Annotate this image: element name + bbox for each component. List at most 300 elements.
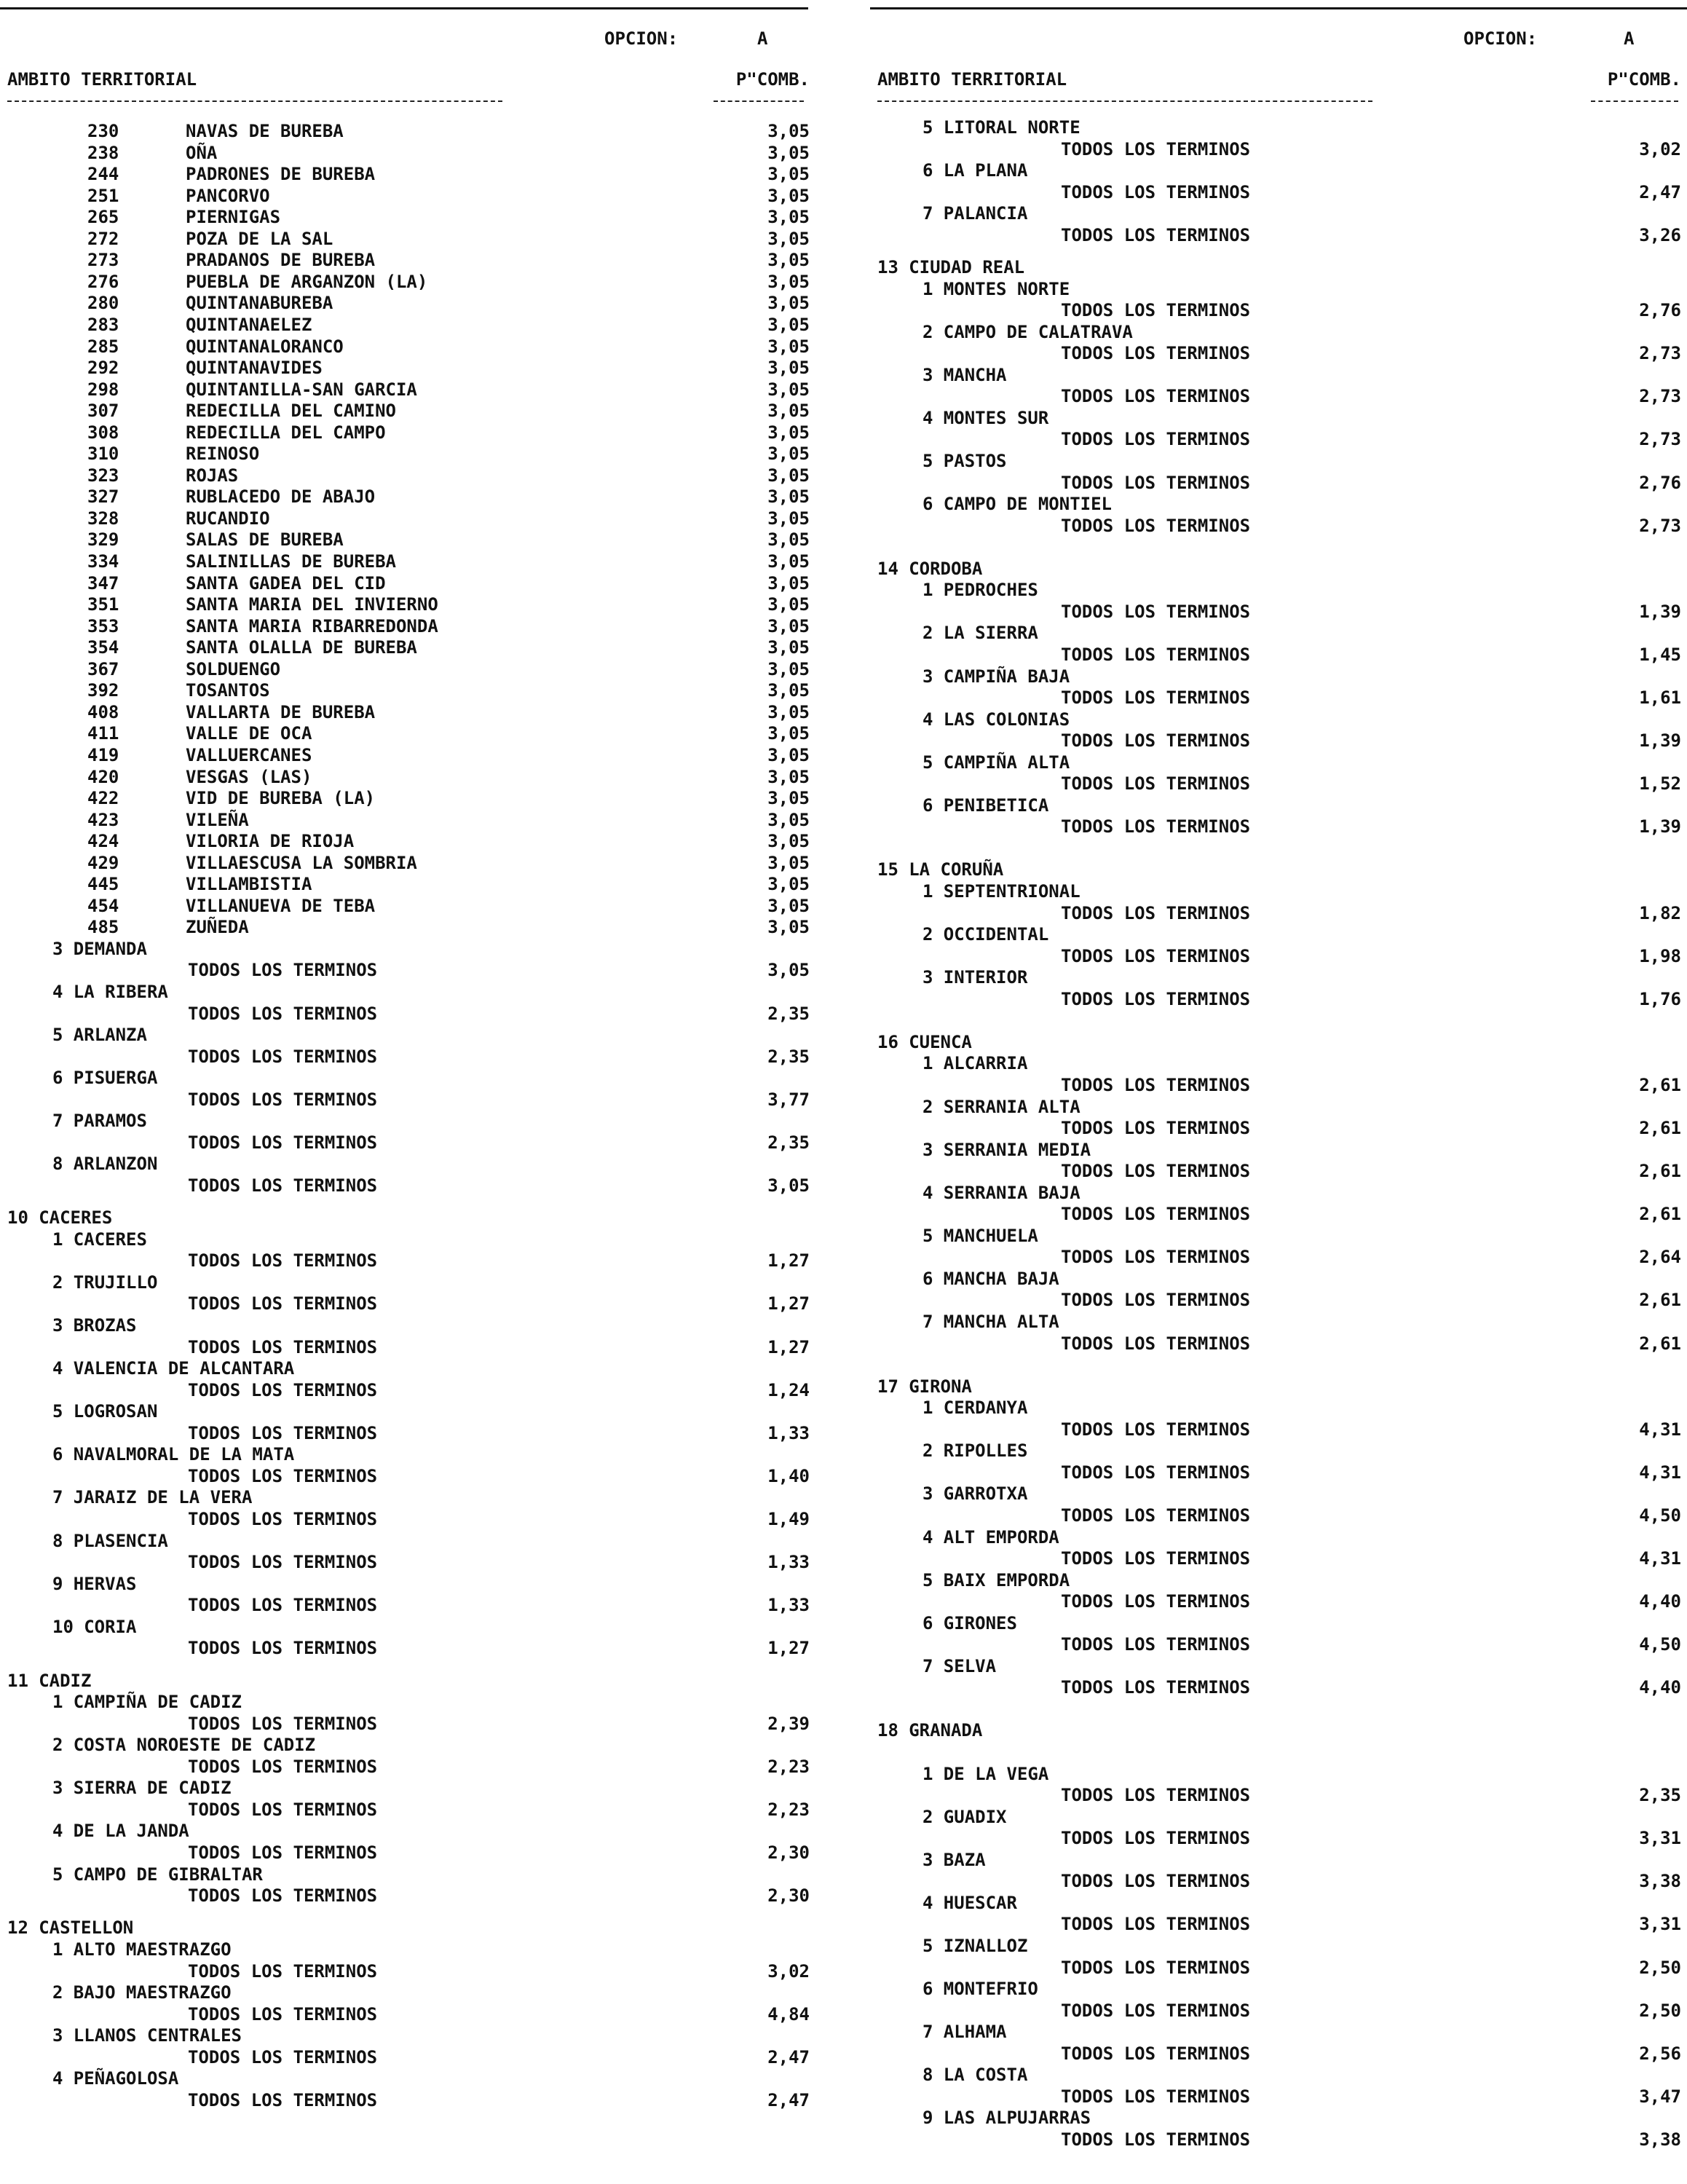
row-name: PANCORVO [186,185,270,206]
row-name: ARLANZON [73,1154,158,1175]
row-code: 6 [922,1979,933,2000]
row-value: 3,31 [1639,1914,1681,1935]
row-name: SALAS DE BUREBA [186,529,344,551]
row-name: SIERRA DE CADIZ [73,1778,232,1799]
row-name: MANCHA BAJA [943,1268,1059,1289]
row-code: 1 [922,881,933,902]
row-value: 2,47 [1639,181,1681,202]
row-name: QUINTANALORANCO [186,336,344,357]
row-name: VILLANUEVA DE TEBA [186,895,376,916]
row-code: 292 [87,358,119,379]
table-row [0,142,815,164]
table-row [0,658,815,680]
row-name: TODOS LOS TERMINOS [1061,2000,1251,2021]
row-value: 2,61 [1639,1161,1681,1182]
row-name: GARROTXA [943,1483,1028,1505]
table-row [870,1548,1687,1569]
row-name: TODOS LOS TERMINOS [1061,386,1251,407]
row-code: 4 [52,982,63,1002]
row-name: ALTO MAESTRAZGO [73,1939,232,1960]
table-row [870,2086,1687,2108]
table-row [870,1935,1687,1957]
row-value: 3,05 [767,314,810,335]
row-name: TODOS LOS TERMINOS [188,1250,378,1272]
row-code: 419 [87,744,119,765]
table-row [0,508,815,529]
row-name: TODOS LOS TERMINOS [1061,1118,1251,1139]
table-row [870,224,1687,246]
row-value: 2,50 [1639,1957,1681,1978]
table-row [0,1982,815,2003]
row-code: 8 [922,2065,933,2086]
row-value: 2,23 [767,1799,810,1820]
table-row [0,594,815,615]
table-row [0,1357,815,1379]
row-value: 3,05 [767,680,810,701]
table-row [0,2003,815,2025]
table-row [0,1939,815,1960]
row-value: 3,05 [767,1175,810,1196]
row-code: 6 [922,795,933,816]
table-row [0,443,815,465]
table-row [870,945,1687,967]
row-code: 3 [922,1849,933,1870]
row-value: 3,05 [767,250,810,271]
row-name: TODOS LOS TERMINOS [1061,816,1251,837]
row-value: 3,05 [767,831,810,852]
row-name: TODOS LOS TERMINOS [1061,1505,1251,1526]
table-row [870,1419,1687,1440]
row-name: TODOS LOS TERMINOS [1061,1957,1251,1978]
table-row [0,1573,815,1595]
row-code: 424 [87,831,119,852]
row-value: 2,30 [767,1885,810,1907]
table-row [870,428,1687,450]
row-name: TODOS LOS TERMINOS [1061,1161,1251,1182]
table-row [0,1336,815,1358]
row-value: 3,38 [1639,1871,1681,1892]
row-value: 3,05 [767,723,810,744]
row-value: 2,47 [767,2046,810,2067]
row-value: 2,30 [767,1842,810,1863]
row-name: SOLDUENGO [186,658,281,679]
row-code: 347 [87,572,119,594]
table-row [0,228,815,250]
row-code: 3 [52,1778,63,1799]
row-value: 3,05 [767,121,810,141]
row-name: VILLAMBISTIA [186,874,312,895]
table-row [0,1756,815,1778]
row-name: TODOS LOS TERMINOS [1061,1247,1251,1268]
row-value: 3,05 [767,594,810,615]
table-row [0,1110,815,1132]
table-row [870,1590,1687,1612]
header-underline [7,100,502,102]
table-row [0,185,815,207]
table-row [0,1272,815,1293]
row-code: 8 [52,1530,63,1551]
row-name: BROZAS [73,1315,137,1336]
row-code: 2 [922,924,933,945]
table-row [870,730,1687,752]
row-name: QUINTANABUREBA [186,293,333,314]
row-code: 3 [52,1315,63,1336]
row-name: TODOS LOS TERMINOS [1061,1634,1251,1655]
table-row [870,450,1687,472]
row-code: 3 [922,967,933,988]
table-row [870,816,1687,837]
row-code: 329 [87,529,119,551]
row-name: PENIBETICA [943,795,1049,816]
row-value: 3,05 [767,529,810,551]
table-row [870,644,1687,666]
table-row [0,1637,815,1659]
table-row [870,1483,1687,1505]
table-row [0,722,815,744]
table-row [0,1067,815,1089]
row-name: TODOS LOS TERMINOS [188,1046,378,1067]
row-name: RIPOLLES [943,1440,1028,1462]
row-name: PRADANOS DE BUREBA [186,250,376,271]
row-name: LOGROSAN [73,1401,158,1422]
row-value: 1,33 [767,1422,810,1443]
row-name: SALINILLAS DE BUREBA [186,551,396,572]
table-row [870,988,1687,1010]
table-row [870,1074,1687,1096]
row-code: 3 [922,364,933,385]
row-name: TODOS LOS TERMINOS [1061,2086,1251,2107]
row-code: 4 [922,1526,933,1548]
row-code: 323 [87,465,119,486]
table-row [870,117,1687,138]
table-row [0,551,815,572]
row-name: BAJO MAESTRAZGO [73,1982,232,2003]
row-name: TODOS LOS TERMINOS [1061,1914,1251,1935]
table-row [0,1734,815,1756]
row-name: TODOS LOS TERMINOS [188,1960,378,1982]
table-row [870,493,1687,515]
option-value: A [757,28,768,49]
row-value: 1,39 [1639,601,1681,622]
table-row [870,2129,1687,2151]
row-value: 3,05 [767,874,810,895]
row-name: SELVA [943,1655,997,1676]
table-row [0,1917,815,1939]
table-row [870,1569,1687,1591]
table-row [870,1440,1687,1462]
row-name: TODOS LOS TERMINOS [1061,902,1251,923]
row-name: ALT EMPORDA [943,1526,1059,1548]
row-name: TOSANTOS [186,680,270,701]
row-value: 3,05 [767,271,810,292]
table-row [870,558,1687,580]
row-name: REDECILLA DEL CAMINO [186,401,396,422]
table-row [870,1827,1687,1849]
row-code: 5 [922,1935,933,1956]
row-name: TODOS LOS TERMINOS [188,1595,378,1616]
row-name: GIRONES [943,1612,1017,1633]
row-value: 1,76 [1639,988,1681,1009]
table-row [0,1046,815,1068]
row-code: 16 [877,1031,898,1052]
row-value: 3,05 [767,572,810,594]
row-value: 2,35 [767,1132,810,1153]
row-code: 2 [922,1096,933,1117]
table-row [0,1465,815,1487]
row-value: 2,35 [1639,1785,1681,1806]
row-name: SEPTENTRIONAL [943,881,1080,902]
row-value: 2,61 [1639,1074,1681,1095]
row-name: IZNALLOZ [943,1935,1028,1956]
row-name: TODOS LOS TERMINOS [188,1175,378,1196]
row-name: NAVAS DE BUREBA [186,121,344,141]
option-label: OPCION: [1463,28,1538,49]
row-value: 3,05 [767,658,810,679]
table-row [0,357,815,379]
row-code: 5 [922,752,933,773]
row-name: TODOS LOS TERMINOS [1061,1785,1251,1806]
row-code: 4 [52,1358,63,1379]
row-value: 3,05 [767,895,810,916]
row-value: 3,05 [767,766,810,787]
row-name: TODOS LOS TERMINOS [1061,1290,1251,1311]
row-name: SERRANIA BAJA [943,1182,1080,1203]
table-row [0,852,815,874]
row-name: QUINTANAELEZ [186,314,312,335]
row-code: 10 [52,1616,74,1637]
row-name: DE LA VEGA [943,1763,1049,1784]
row-name: TODOS LOS TERMINOS [188,1132,378,1153]
row-name: LA COSTA [943,2065,1028,2086]
row-code: 272 [87,228,119,249]
row-code: 307 [87,401,119,422]
row-code: 3 [922,1139,933,1160]
row-code: 420 [87,766,119,787]
row-name: LA CORUÑA [909,859,1004,880]
row-name: TODOS LOS TERMINOS [1061,343,1251,364]
row-value: 3,05 [767,788,810,809]
row-code: 1 [922,1053,933,1074]
table-row [0,292,815,314]
row-name: TODOS LOS TERMINOS [188,1713,378,1734]
row-name: TODOS LOS TERMINOS [188,1379,378,1400]
row-value: 1,39 [1639,730,1681,752]
row-value: 3,05 [767,744,810,765]
row-value: 1,27 [767,1638,810,1659]
row-name: TODOS LOS TERMINOS [188,1885,378,1907]
table-row [870,1376,1687,1397]
table-row [870,1913,1687,1935]
row-code: 10 [7,1207,28,1229]
table-row [870,1870,1687,1892]
table-row [870,1462,1687,1483]
column-header [870,68,1687,90]
row-code: 8 [52,1154,63,1175]
row-name: TODOS LOS TERMINOS [1061,773,1251,795]
table-row [870,1612,1687,1634]
row-code: 276 [87,271,119,292]
table-row [870,1784,1687,1806]
row-value: 3,26 [1639,224,1681,245]
table-row [0,1842,815,1864]
row-code: 238 [87,142,119,163]
row-name: CASTELLON [39,1917,134,1939]
row-value: 3,05 [767,852,810,873]
row-code: 251 [87,185,119,206]
table-row [0,1153,815,1175]
row-value: 2,76 [1639,300,1681,321]
row-name: DE LA JANDA [73,1821,189,1842]
table-row [870,342,1687,364]
row-value: 4,84 [767,2003,810,2025]
table-row [0,379,815,401]
header-pcomb: P"COMB. [735,69,810,90]
row-name: VALENCIA DE ALCANTARA [73,1358,295,1379]
table-row [0,249,815,271]
table-row [870,181,1687,203]
row-name: CAMPIÑA DE CADIZ [73,1692,242,1713]
row-value: 3,05 [767,358,810,379]
row-name: REDECILLA DEL CAMPO [186,422,386,443]
row-value: 3,05 [767,465,810,486]
row-name: TODOS LOS TERMINOS [1061,730,1251,752]
table-row [0,163,815,185]
row-value: 1,27 [767,1336,810,1357]
table-row [870,1978,1687,2000]
table-row [870,1655,1687,1677]
row-code: 3 [52,938,63,959]
row-value: 1,27 [767,1250,810,1272]
table-row [870,202,1687,224]
row-code: 230 [87,121,119,141]
table-row [0,981,815,1003]
row-name: TRUJILLO [73,1272,158,1293]
row-name: BAIX EMPORDA [943,1569,1070,1590]
left-page-column [0,0,815,2184]
row-name: SERRANIA MEDIA [943,1139,1091,1160]
table-row [870,1182,1687,1204]
row-code: 4 [922,1182,933,1203]
row-name: TODOS LOS TERMINOS [188,960,378,981]
table-row [0,1024,815,1046]
row-value: 3,05 [767,701,810,722]
row-name: LA SIERRA [943,623,1038,644]
row-code: 7 [52,1487,63,1508]
row-code: 4 [922,709,933,730]
row-value: 3,05 [767,486,810,508]
table-row [870,2107,1687,2129]
table-row [0,1422,815,1444]
table-row [870,159,1687,181]
table-row [0,2046,815,2068]
table-row [870,622,1687,644]
row-code: 5 [922,1225,933,1246]
row-name: MANCHA [943,364,1007,385]
row-value: 2,35 [767,1046,810,1067]
table-row [870,1225,1687,1247]
table-row [0,529,815,551]
row-code: 3 [922,1483,933,1505]
row-value: 3,47 [1639,2086,1681,2107]
row-name: PIERNIGAS [186,207,281,228]
row-name: TODOS LOS TERMINOS [1061,1204,1251,1225]
row-name: TODOS LOS TERMINOS [188,2089,378,2110]
row-name: TODOS LOS TERMINOS [188,1422,378,1443]
table-row [0,120,815,142]
row-value: 3,31 [1639,1828,1681,1849]
row-value: 1,52 [1639,773,1681,795]
row-name: ROJAS [186,465,239,486]
row-code: 5 [52,1025,63,1046]
row-code: 423 [87,809,119,830]
row-code: 328 [87,508,119,529]
row-value: 1,33 [767,1552,810,1573]
row-code: 15 [877,859,898,880]
table-row [0,2025,815,2046]
row-code: 6 [922,160,933,181]
table-row [870,1246,1687,1268]
table-row [870,773,1687,795]
row-value: 2,64 [1639,1247,1681,1268]
table-row [870,1031,1687,1053]
row-name: TODOS LOS TERMINOS [188,1638,378,1659]
row-name: HUESCAR [943,1892,1017,1913]
table-row [870,2064,1687,2086]
table-row [870,1311,1687,1333]
row-code: 2 [922,1806,933,1827]
table-row [0,938,815,960]
header-ambito: AMBITO TERRITORIAL [7,69,197,90]
table-row [870,752,1687,773]
row-name: CUENCA [909,1031,972,1052]
row-name: TODOS LOS TERMINOS [188,1336,378,1357]
table-row [870,687,1687,709]
row-value: 4,31 [1639,1419,1681,1440]
table-row [0,1864,815,1885]
row-name: TODOS LOS TERMINOS [1061,1871,1251,1892]
row-name: VALLE DE OCA [186,723,312,744]
table-row [0,679,815,701]
row-name: CAMPO DE CALATRAVA [943,321,1133,342]
row-name: DEMANDA [73,938,147,959]
table-row [0,1089,815,1111]
row-code: 351 [87,594,119,615]
row-value: 3,05 [767,960,810,981]
table-row [870,1203,1687,1225]
row-value: 3,05 [767,809,810,830]
row-name: TODOS LOS TERMINOS [1061,472,1251,493]
row-value: 3,05 [767,443,810,465]
row-code: 4 [922,407,933,428]
table-row [870,256,1687,278]
table-row [0,1820,815,1842]
row-name: CADIZ [39,1670,92,1691]
row-name: VID DE BUREBA (LA) [186,788,376,809]
row-code: 12 [7,1917,28,1939]
row-code: 1 [922,1397,933,1419]
row-name: SANTA MARIA DEL INVIERNO [186,594,438,615]
row-code: 18 [877,1720,898,1741]
table-row [870,880,1687,902]
table-row [870,1052,1687,1074]
table-row [870,1763,1687,1785]
row-name: TODOS LOS TERMINOS [188,1552,378,1573]
header-underline [877,100,1372,102]
row-value: 1,82 [1639,902,1681,923]
row-name: CERDANYA [943,1397,1028,1419]
row-value: 1,61 [1639,687,1681,709]
row-name: OÑA [186,142,218,163]
